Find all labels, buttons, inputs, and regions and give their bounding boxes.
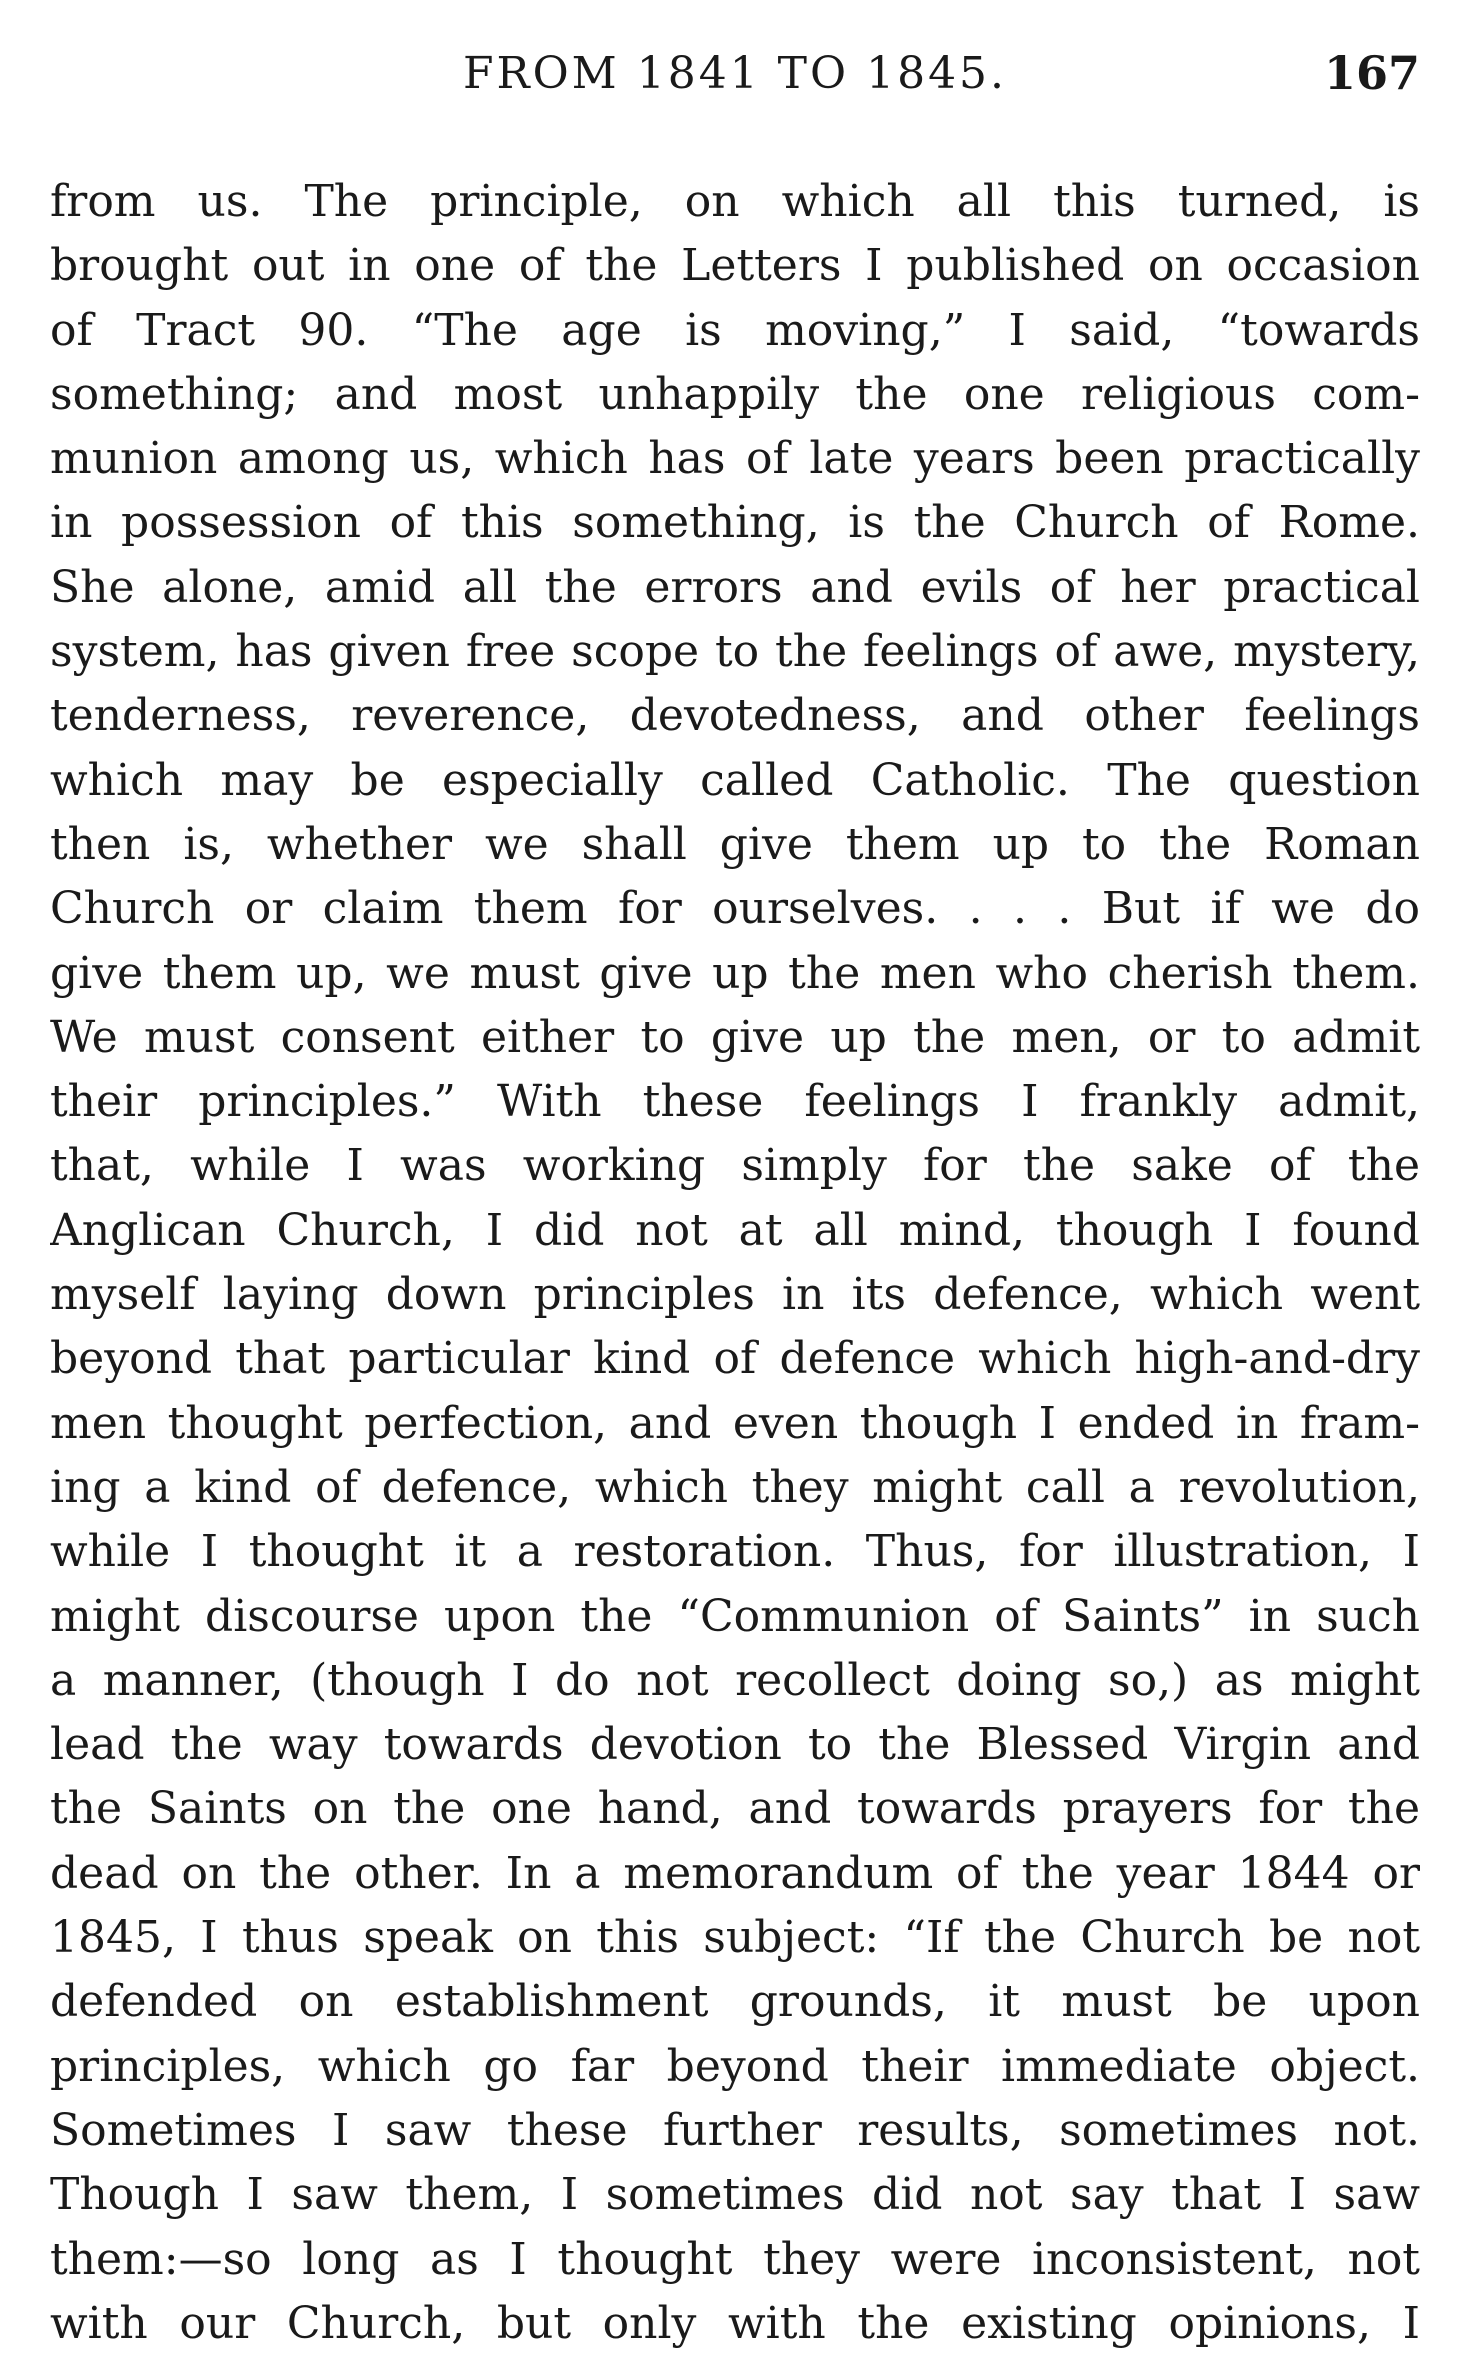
- text-line: their principles.” With these feelings I frankly admit,: [50, 1076, 1420, 1128]
- text-line: which may be especially called Catholic. The question: [50, 754, 1420, 806]
- text-line: principles, which go far beyond their immediate object.: [50, 2040, 1420, 2092]
- text-line: them:—so long as I thought they were inconsistent, not: [50, 2233, 1420, 2285]
- page-number: 167: [1323, 46, 1420, 100]
- text-line: dead on the other. In a memorandum of the year 1844 or: [50, 1847, 1420, 1899]
- text-line: Church or claim them for ourselves. . . . But if we do: [50, 883, 1420, 935]
- text-line: We must consent either to give up the men, or to admit: [50, 1011, 1420, 1063]
- text-line: men thought perfection, and even though I ended in fram-: [50, 1397, 1420, 1449]
- text-line: something; and most unhappily the one religious com-: [50, 368, 1420, 420]
- text-line: in possession of this something, is the Church of Rome.: [50, 497, 1420, 549]
- running-title: FROM 1841 TO 1845.: [462, 48, 1008, 99]
- text-line: Though I saw them, I sometimes did not say that I saw: [50, 2169, 1420, 2221]
- text-line: brought out in one of the Letters I published on occasion: [50, 240, 1420, 292]
- text-line: Anglican Church, I did not at all mind, though I found: [50, 1204, 1420, 1256]
- text-line: with our Church, but only with the existing opinions, I: [50, 2297, 1420, 2349]
- text-line: ing a kind of defence, which they might call a revolution,: [50, 1461, 1420, 1513]
- text-line: that, while I was working simply for the sake of the: [50, 1140, 1420, 1192]
- text-line: beyond that particular kind of defence which high-and-dry: [50, 1333, 1420, 1385]
- book-page: [50, 40, 1420, 2349]
- text-line: a manner, (though I do not recollect doing so,) as might: [50, 1654, 1420, 1706]
- text-line: tenderness, reverence, devotedness, and other feelings: [50, 690, 1420, 742]
- text-line: munion among us, which has of late years been practically: [50, 433, 1420, 485]
- text-line: 1845, I thus speak on this subject: “If the Church be not: [50, 1912, 1420, 1964]
- text-line: while I thought it a restoration. Thus, for illustration, I: [50, 1526, 1420, 1578]
- text-line: the Saints on the one hand, and towards prayers for the: [50, 1783, 1420, 1835]
- body-text: [50, 170, 1420, 2356]
- text-line: from us. The principle, on which all this turned, is: [50, 176, 1420, 227]
- text-line: She alone, amid all the errors and evils of her practical: [50, 561, 1420, 613]
- text-line: then is, whether we shall give them up to the Roman: [50, 818, 1420, 870]
- text-line: myself laying down principles in its defence, which went: [50, 1269, 1420, 1321]
- text-line: lead the way towards devotion to the Blessed Virgin and: [50, 1719, 1420, 1771]
- text-line: Sometimes I saw these further results, sometimes not.: [50, 2104, 1420, 2156]
- text-line: system, has given free scope to the feelings of awe, mystery,: [50, 626, 1420, 678]
- text-line: defended on establishment grounds, it must be upon: [50, 1976, 1420, 2028]
- text-line: might discourse upon the “Communion of Saints” in such: [50, 1590, 1420, 1642]
- text-line: of Tract 90. “The age is moving,” I said, “towards: [50, 304, 1420, 356]
- text-line: give them up, we must give up the men who cherish them.: [50, 947, 1420, 999]
- running-head: [50, 40, 1420, 120]
